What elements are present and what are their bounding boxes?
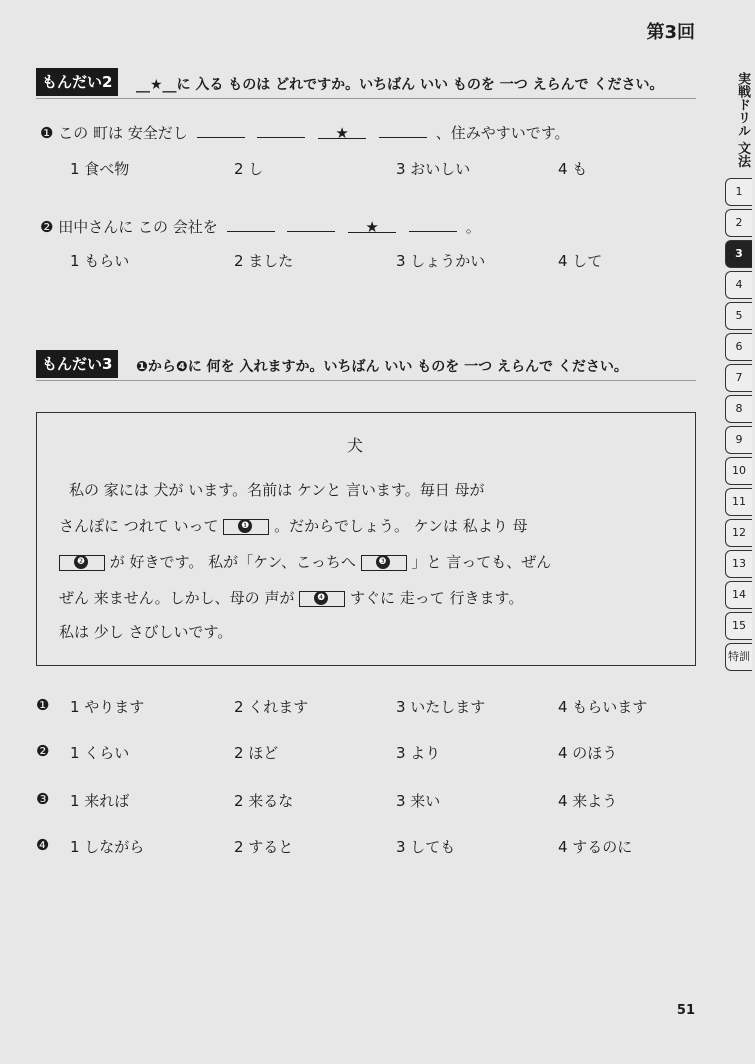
s2-q2-choice-4: 4 して [558,252,603,270]
section2-header [36,68,696,99]
answer-choice: 2 来るな [234,792,294,810]
section2-badge: もんだい2 [36,68,118,96]
answer-blank [197,123,245,138]
question-number: ❶ [40,124,54,142]
blank-box-3 [361,555,407,571]
tabs-heading: 実戦ドリル 文法 [735,72,750,168]
answer-choice: 1 くらい [70,744,130,762]
answer-choice: 3 しても [396,838,456,856]
answer-choice: 1 やります [70,698,145,716]
section3-header [36,350,696,381]
blank-box-2 [59,555,105,571]
passage-text: ぜん 来ません。しかし、母の 声が [59,589,295,607]
section3-badge: もんだい3 [36,350,118,378]
question-number: ❷ [40,218,54,236]
tab-8[interactable]: 8 [725,395,752,423]
s2-q1-stem [40,122,570,143]
star-blank: ★ [318,124,366,139]
tab-13[interactable]: 13 [725,550,752,578]
answer-number: ❷ [36,742,50,760]
passage-text: が 好きです。 私が「ケン、こっちへ [109,553,356,571]
tab-4[interactable]: 4 [725,271,752,299]
s2-q1-choice-3: 3 おいしい [396,160,471,178]
section3-instruction: ❶から❹に 何を 入れますか。いちばん いい ものを 一つ えらんで ください。 [136,359,628,375]
answer-blank [287,217,335,232]
s2-q2-stem [40,216,481,237]
tab-3[interactable]: 3 [725,240,752,268]
answer-blank [227,217,275,232]
answer-choice: 2 すると [234,838,294,856]
tab-1[interactable]: 1 [725,178,752,206]
stem-after: 。 [465,218,481,236]
passage-text: すぐに 走って 行きます。 [350,589,524,607]
stem-before: 田中さんに この 会社を [58,218,218,236]
answer-choice: 2 くれます [234,698,309,716]
answer-choice: 4 するのに [558,838,633,856]
answer-choice: 4 のほう [558,744,618,762]
s2-q1-choice-1: 1 食べ物 [70,160,130,178]
answer-choice: 3 来い [396,792,441,810]
tab-9[interactable]: 9 [725,426,752,454]
star-blank: ★ [348,218,396,233]
side-tabs [725,72,755,674]
s2-q2-choice-3: 3 しょうかい [396,252,486,270]
answer-choice: 1 来れば [70,792,130,810]
blank-number: ❸ [376,555,390,569]
s2-q1-choice-2: 2 し [234,160,264,178]
page-number: 51 [676,1003,695,1018]
answer-choice: 4 もらいます [558,698,648,716]
answer-number: ❶ [36,696,50,714]
tab-7[interactable]: 7 [725,364,752,392]
answer-choice: 3 いたします [396,698,486,716]
round-label: 第3回 [646,22,695,43]
answer-blank [257,123,305,138]
blank-number: ❶ [238,519,252,533]
stem-before: この 町は 安全だし [58,124,188,142]
tab-14[interactable]: 14 [725,581,752,609]
answer-choice: 4 来よう [558,792,618,810]
passage-text: 。だからでしょう。 ケンは 私より 母 [274,517,528,535]
passage-line-5: 私は 少し さびしいです。 [59,623,233,641]
tab-16[interactable]: 特訓 [725,643,752,671]
answer-blank [379,123,427,138]
passage-line-2 [59,515,528,536]
passage-line-1: 私の 家には 犬が います。名前は ケンと 言います。毎日 母が [69,481,485,499]
blank-box-1 [223,519,269,535]
tab-6[interactable]: 6 [725,333,752,361]
answer-choice: 1 しながら [70,838,145,856]
answer-choice: 2 ほど [234,744,279,762]
passage-line-4 [59,587,523,608]
answer-number: ❹ [36,836,50,854]
passage-text: 」と 言っても、ぜん [411,553,552,571]
answer-blank [409,217,457,232]
passage-line-3 [59,551,551,572]
section2-instruction: __★__に 入る ものは どれですか。いちばん いい ものを 一つ えらんで ください。 [136,77,664,93]
tab-2[interactable]: 2 [725,209,752,237]
stem-after: 、住みやすいです。 [435,124,570,142]
s2-q2-choice-2: 2 ました [234,252,294,270]
tab-10[interactable]: 10 [725,457,752,485]
s2-q1-choice-4: 4 も [558,160,588,178]
tab-11[interactable]: 11 [725,488,752,516]
s2-q2-choice-1: 1 もらい [70,252,130,270]
answer-number: ❸ [36,790,50,808]
passage-text: さんぽに つれて いって [59,517,219,535]
blank-number: ❷ [74,555,88,569]
answer-choice: 3 より [396,744,441,762]
tab-12[interactable]: 12 [725,519,752,547]
tab-5[interactable]: 5 [725,302,752,330]
passage-title: 犬 [347,436,364,455]
tab-15[interactable]: 15 [725,612,752,640]
passage-box [36,412,696,666]
blank-box-4 [299,591,345,607]
blank-number: ❹ [314,591,328,605]
